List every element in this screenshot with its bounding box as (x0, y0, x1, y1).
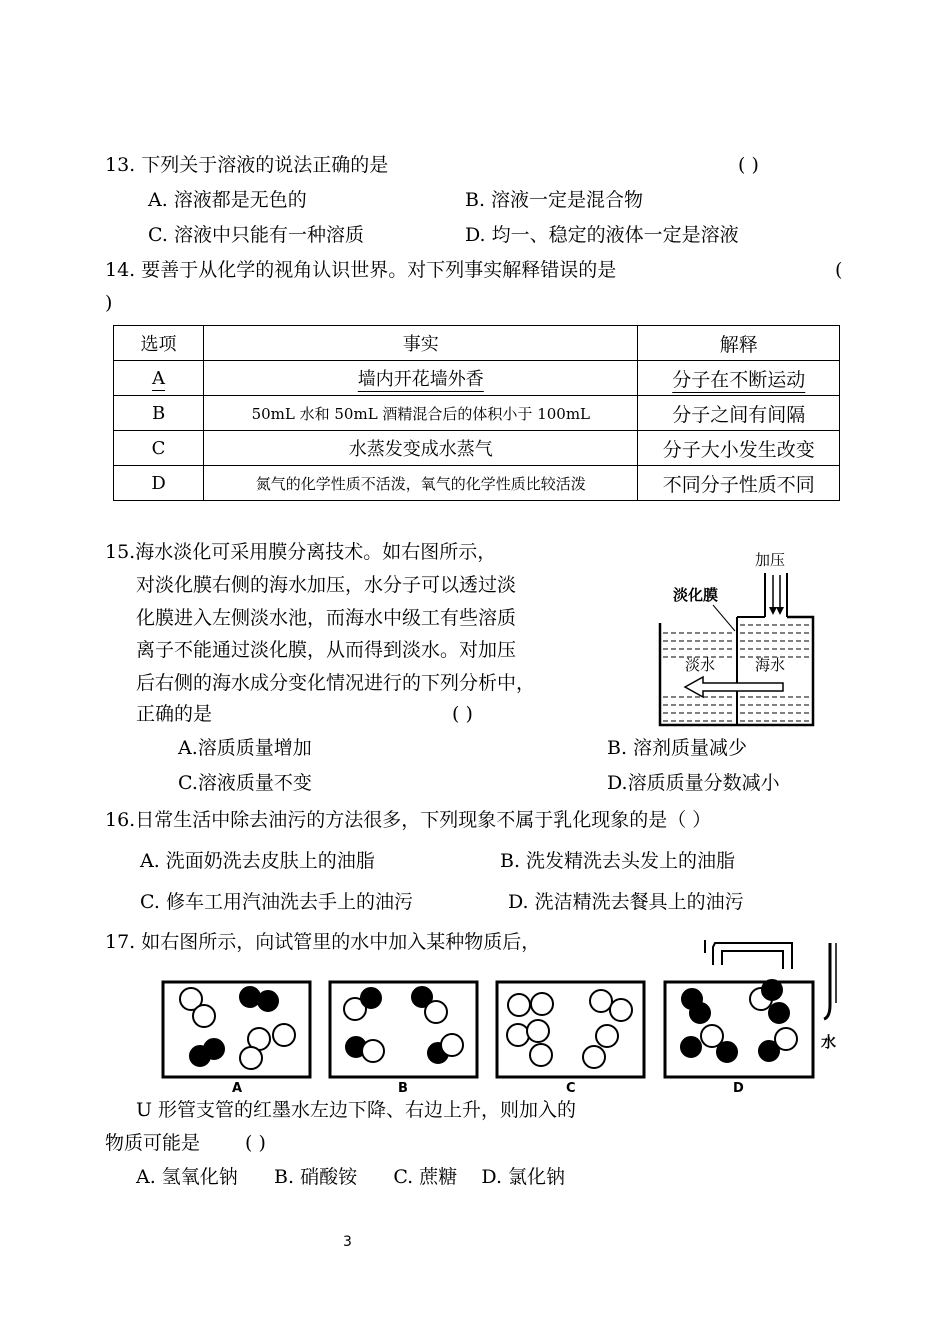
table-cell: 不同分子性质不同 (638, 466, 840, 501)
q15-line2: 对淡化膜右侧的海水加压，水分子可以透过淡 (136, 574, 517, 596)
table-header-cell: 解释 (638, 326, 840, 361)
table-row (114, 466, 840, 501)
q16-option-c: C. 修车工用汽油洗去手上的油污 (140, 891, 413, 913)
figure-label-a: A (232, 1081, 243, 1095)
fresh-water-label: 淡水 (685, 656, 716, 674)
q14-table (113, 325, 840, 501)
q14-stem: 14. 要善于从化学的视角认识世界。对下列事实解释错误的是 (105, 259, 617, 281)
q13-option-d: D. 均一、稳定的液体一定是溶液 (465, 224, 739, 246)
q17-line3: 物质可能是 (105, 1132, 201, 1154)
q14-paren-open: ( (835, 259, 843, 281)
q13-option-b: B. 溶液一定是混合物 (465, 189, 644, 211)
table-cell (204, 361, 638, 396)
q17-stem: 17. 如右图所示，向试管里的水中加入某种物质后， (105, 931, 541, 953)
q15-option-a: A.溶质质量增加 (178, 737, 312, 759)
q16-option-b: B. 洗发精洗去头发上的油脂 (500, 850, 736, 872)
q15-line1: 15.海水淡化可采用膜分离技术。如右图所示， (105, 541, 497, 563)
membrane-pointer (713, 605, 735, 631)
membrane-label: 淡化膜 (673, 586, 719, 604)
q17-options: A. 氢氧化钠 B. 硝酸铵 C. 蔗糖 D. 氯化钠 (136, 1166, 566, 1188)
molecules-d (681, 980, 797, 1062)
table-cell (638, 361, 840, 396)
q17-line2: U 形管支管的红墨水左边下降、右边上升，则加入的 (136, 1099, 577, 1121)
q15-option-d: D.溶质质量分数减小 (607, 772, 780, 794)
table-cell: B (114, 396, 204, 431)
figure-label-c: C (566, 1081, 576, 1095)
sea-water-label: 海水 (755, 656, 786, 674)
figure-label-d: D (733, 1081, 744, 1095)
table-row (114, 431, 840, 466)
q16-option-d: D. 洗洁精洗去餐具上的油污 (508, 891, 744, 913)
table-cell: D (114, 466, 204, 501)
q15-option-b: B. 溶剂质量减少 (607, 737, 748, 759)
q13-option-c: C. 溶液中只能有一种溶质 (148, 224, 364, 246)
q15-paren: ( ) (452, 703, 473, 725)
q16-option-a: A. 洗面奶洗去皮肤上的油脂 (140, 850, 375, 872)
test-tube-connector (705, 940, 792, 969)
figure-label-b: B (398, 1081, 408, 1095)
q15-line3: 化膜进入左侧淡水池，而海水中级工有些溶质 (136, 607, 517, 629)
table-cell-text: 分子在不断运动 (672, 368, 806, 391)
table-cell: 50mL 水和 50mL 酒精混合后的体积小于 100mL (204, 396, 638, 431)
q17-paren: ( ) (245, 1132, 266, 1154)
table-row (114, 361, 840, 396)
table-cell-text: A (152, 367, 166, 389)
page-number: 3 (343, 1234, 352, 1250)
table-header-row (114, 326, 840, 361)
q15-line4: 离子不能通过淡化膜，从而得到淡水。对加压 (136, 639, 517, 661)
q15-line6: 正确的是 (136, 703, 213, 725)
table-cell: C (114, 431, 204, 466)
table-cell (114, 361, 204, 396)
pressure-label: 加压 (755, 551, 786, 569)
u-tube-fragment (824, 943, 830, 1019)
table-cell-text: 墙内开花墙外香 (357, 369, 484, 390)
q15-option-c: C.溶液质量不变 (178, 772, 312, 794)
molecule-box-b (330, 982, 477, 1077)
table-cell: 氮气的化学性质不活泼，氧气的化学性质比较活泼 (204, 466, 638, 501)
table-row (114, 396, 840, 431)
flow-arrow-icon (685, 677, 783, 697)
table-header-cell: 选项 (114, 326, 204, 361)
q13-option-a: A. 溶液都是无色的 (148, 189, 307, 211)
q13-paren: ( ) (738, 154, 759, 176)
pressure-arrowhead (776, 607, 784, 615)
molecules-c (507, 990, 632, 1068)
molecules-a (180, 987, 295, 1069)
q16-stem: 16.日常生活中除去油污的方法很多，下列现象不属于乳化现象的是（ ） (105, 809, 712, 831)
table-cell: 分子之间有间隔 (638, 396, 840, 431)
water-label: 水 (821, 1033, 837, 1051)
table-header-cell: 事实 (204, 326, 638, 361)
q14-paren-close: ) (105, 292, 113, 314)
molecule-figure (160, 935, 840, 1095)
table-cell: 分子大小发生改变 (638, 431, 840, 466)
q13-stem: 13. 下列关于溶液的说法正确的是 (105, 154, 389, 176)
table-cell: 水蒸发变成水蒸气 (204, 431, 638, 466)
desalination-figure (655, 545, 820, 730)
q15-line5: 后右侧的海水成分变化情况进行的下列分析中， (136, 672, 536, 694)
molecules-b (344, 987, 463, 1063)
pressure-arrowhead (769, 607, 777, 615)
